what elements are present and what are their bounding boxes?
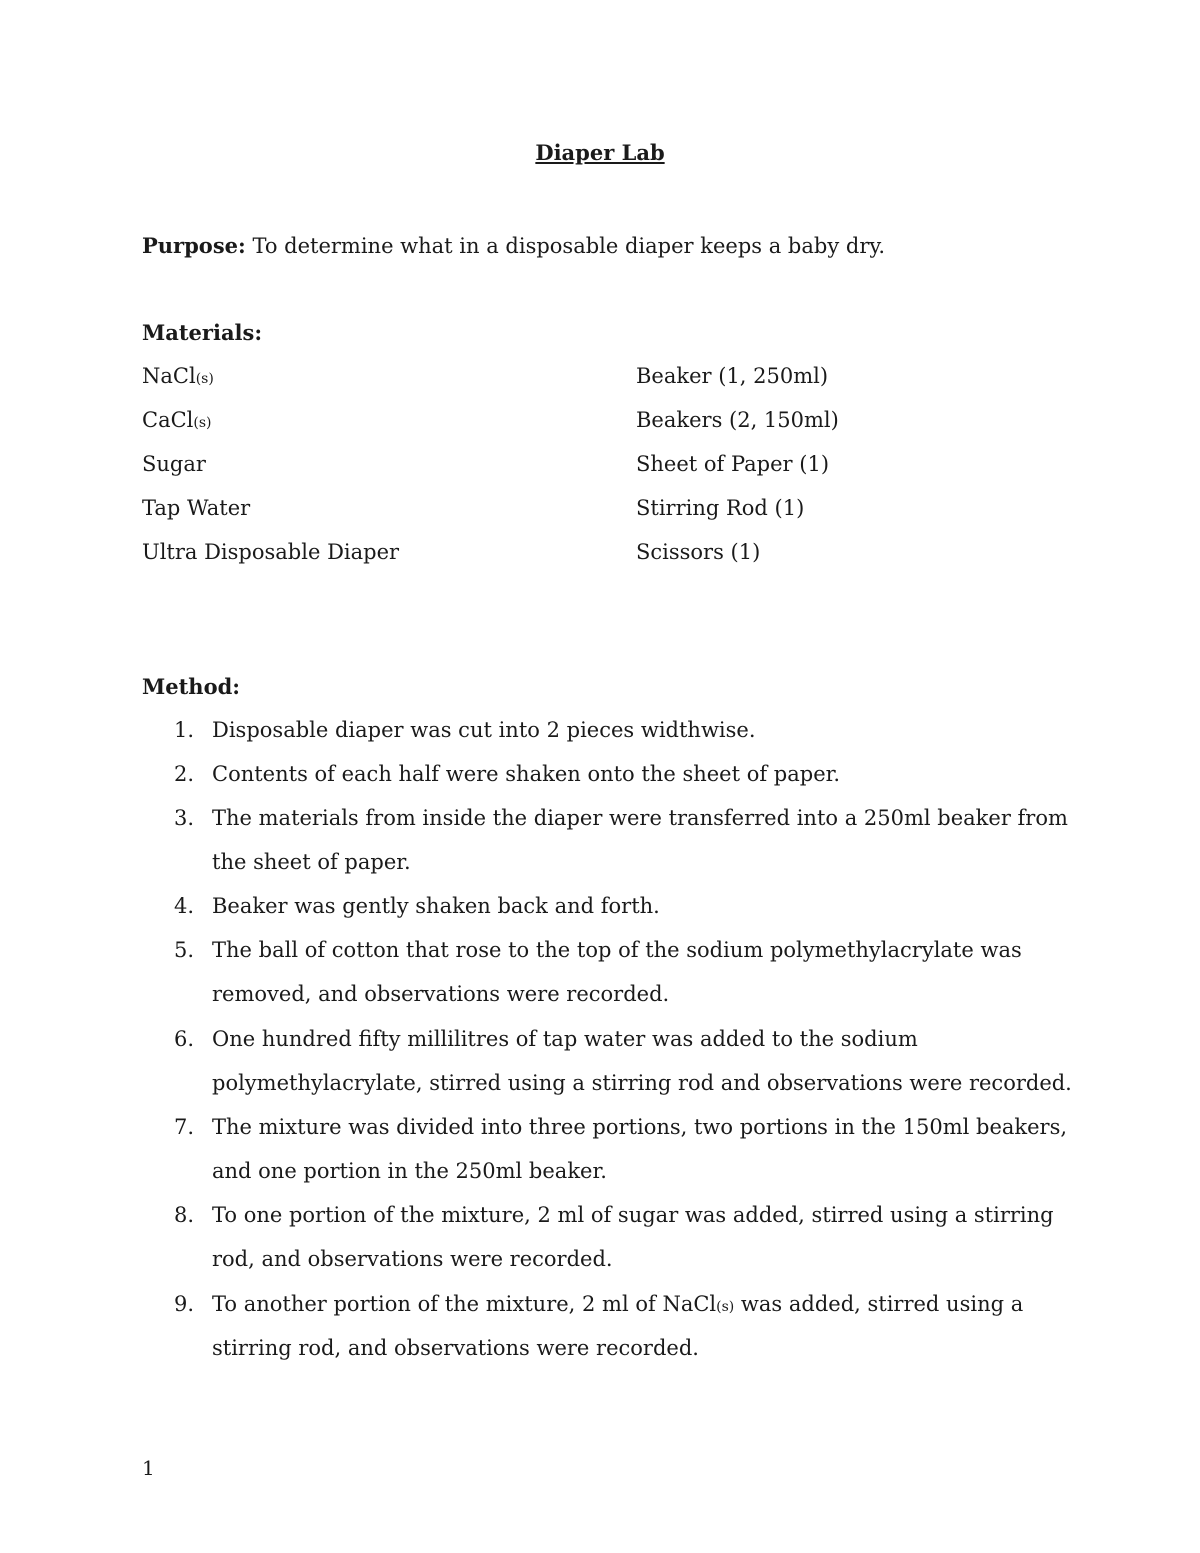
materials-row — [142, 364, 1102, 394]
purpose-label: Purpose: — [142, 233, 246, 258]
page-number: 1 — [142, 1456, 155, 1480]
materials-row — [142, 496, 1102, 526]
purpose-text: To determine what in a disposable diaper keeps a baby dry. — [252, 234, 886, 258]
step-text-continued: removed, and observations were recorded. — [212, 982, 670, 1006]
step-number: 7. — [174, 1115, 195, 1139]
step-text: The materials from inside the diaper were transferred into a 250ml beaker from — [212, 806, 1068, 830]
step-text-continued: the sheet of paper. — [212, 850, 411, 874]
purpose-line — [142, 233, 885, 258]
materials-row — [142, 408, 1102, 438]
materials-row — [142, 452, 1102, 482]
step-text-continued: stirring rod, and observations were recorded. — [212, 1336, 699, 1360]
material-item: Sugar — [142, 452, 206, 476]
step-text: The ball of cotton that rose to the top of the sodium polymethylacrylate was — [212, 938, 1022, 962]
materials-label: Materials: — [142, 320, 263, 345]
materials-row — [142, 540, 1102, 570]
step-text: To one portion of the mixture, 2 ml of sugar was added, stirred using a stirring — [212, 1203, 1054, 1227]
step-number: 1. — [174, 718, 195, 742]
step-number: 9. — [174, 1292, 195, 1316]
step-text-continued: rod, and observations were recorded. — [212, 1247, 613, 1271]
step-text: The mixture was divided into three portions, two portions in the 150ml beakers, — [212, 1115, 1068, 1139]
material-item: NaCl(s) — [142, 364, 214, 388]
step-number: 3. — [174, 806, 195, 830]
step-text: Disposable diaper was cut into 2 pieces widthwise. — [212, 718, 756, 742]
equipment-item: Scissors (1) — [636, 540, 761, 564]
step-text: One hundred fifty millilitres of tap water was added to the sodium — [212, 1027, 918, 1051]
step-text: Contents of each half were shaken onto the sheet of paper. — [212, 762, 841, 786]
step-number: 5. — [174, 938, 195, 962]
step-text-continued: polymethylacrylate, stirred using a stirring rod and observations were recorded. — [212, 1071, 1072, 1095]
material-item: Tap Water — [142, 496, 251, 520]
step-text: To another portion of the mixture, 2 ml of NaCl(s) was added, stirred using a — [212, 1292, 1024, 1316]
material-item: CaCl(s) — [142, 408, 212, 432]
equipment-item: Stirring Rod (1) — [636, 496, 805, 520]
step-number: 8. — [174, 1203, 195, 1227]
method-label: Method: — [142, 674, 241, 699]
step-text: Beaker was gently shaken back and forth. — [212, 894, 660, 918]
material-item: Ultra Disposable Diaper — [142, 540, 400, 564]
step-number: 2. — [174, 762, 195, 786]
equipment-item: Sheet of Paper (1) — [636, 452, 830, 476]
equipment-item: Beakers (2, 150ml) — [636, 408, 839, 432]
step-text-continued: and one portion in the 250ml beaker. — [212, 1159, 607, 1183]
step-number: 6. — [174, 1027, 195, 1051]
page-title: Diaper Lab — [535, 140, 665, 165]
equipment-item: Beaker (1, 250ml) — [636, 364, 829, 388]
step-number: 4. — [174, 894, 195, 918]
